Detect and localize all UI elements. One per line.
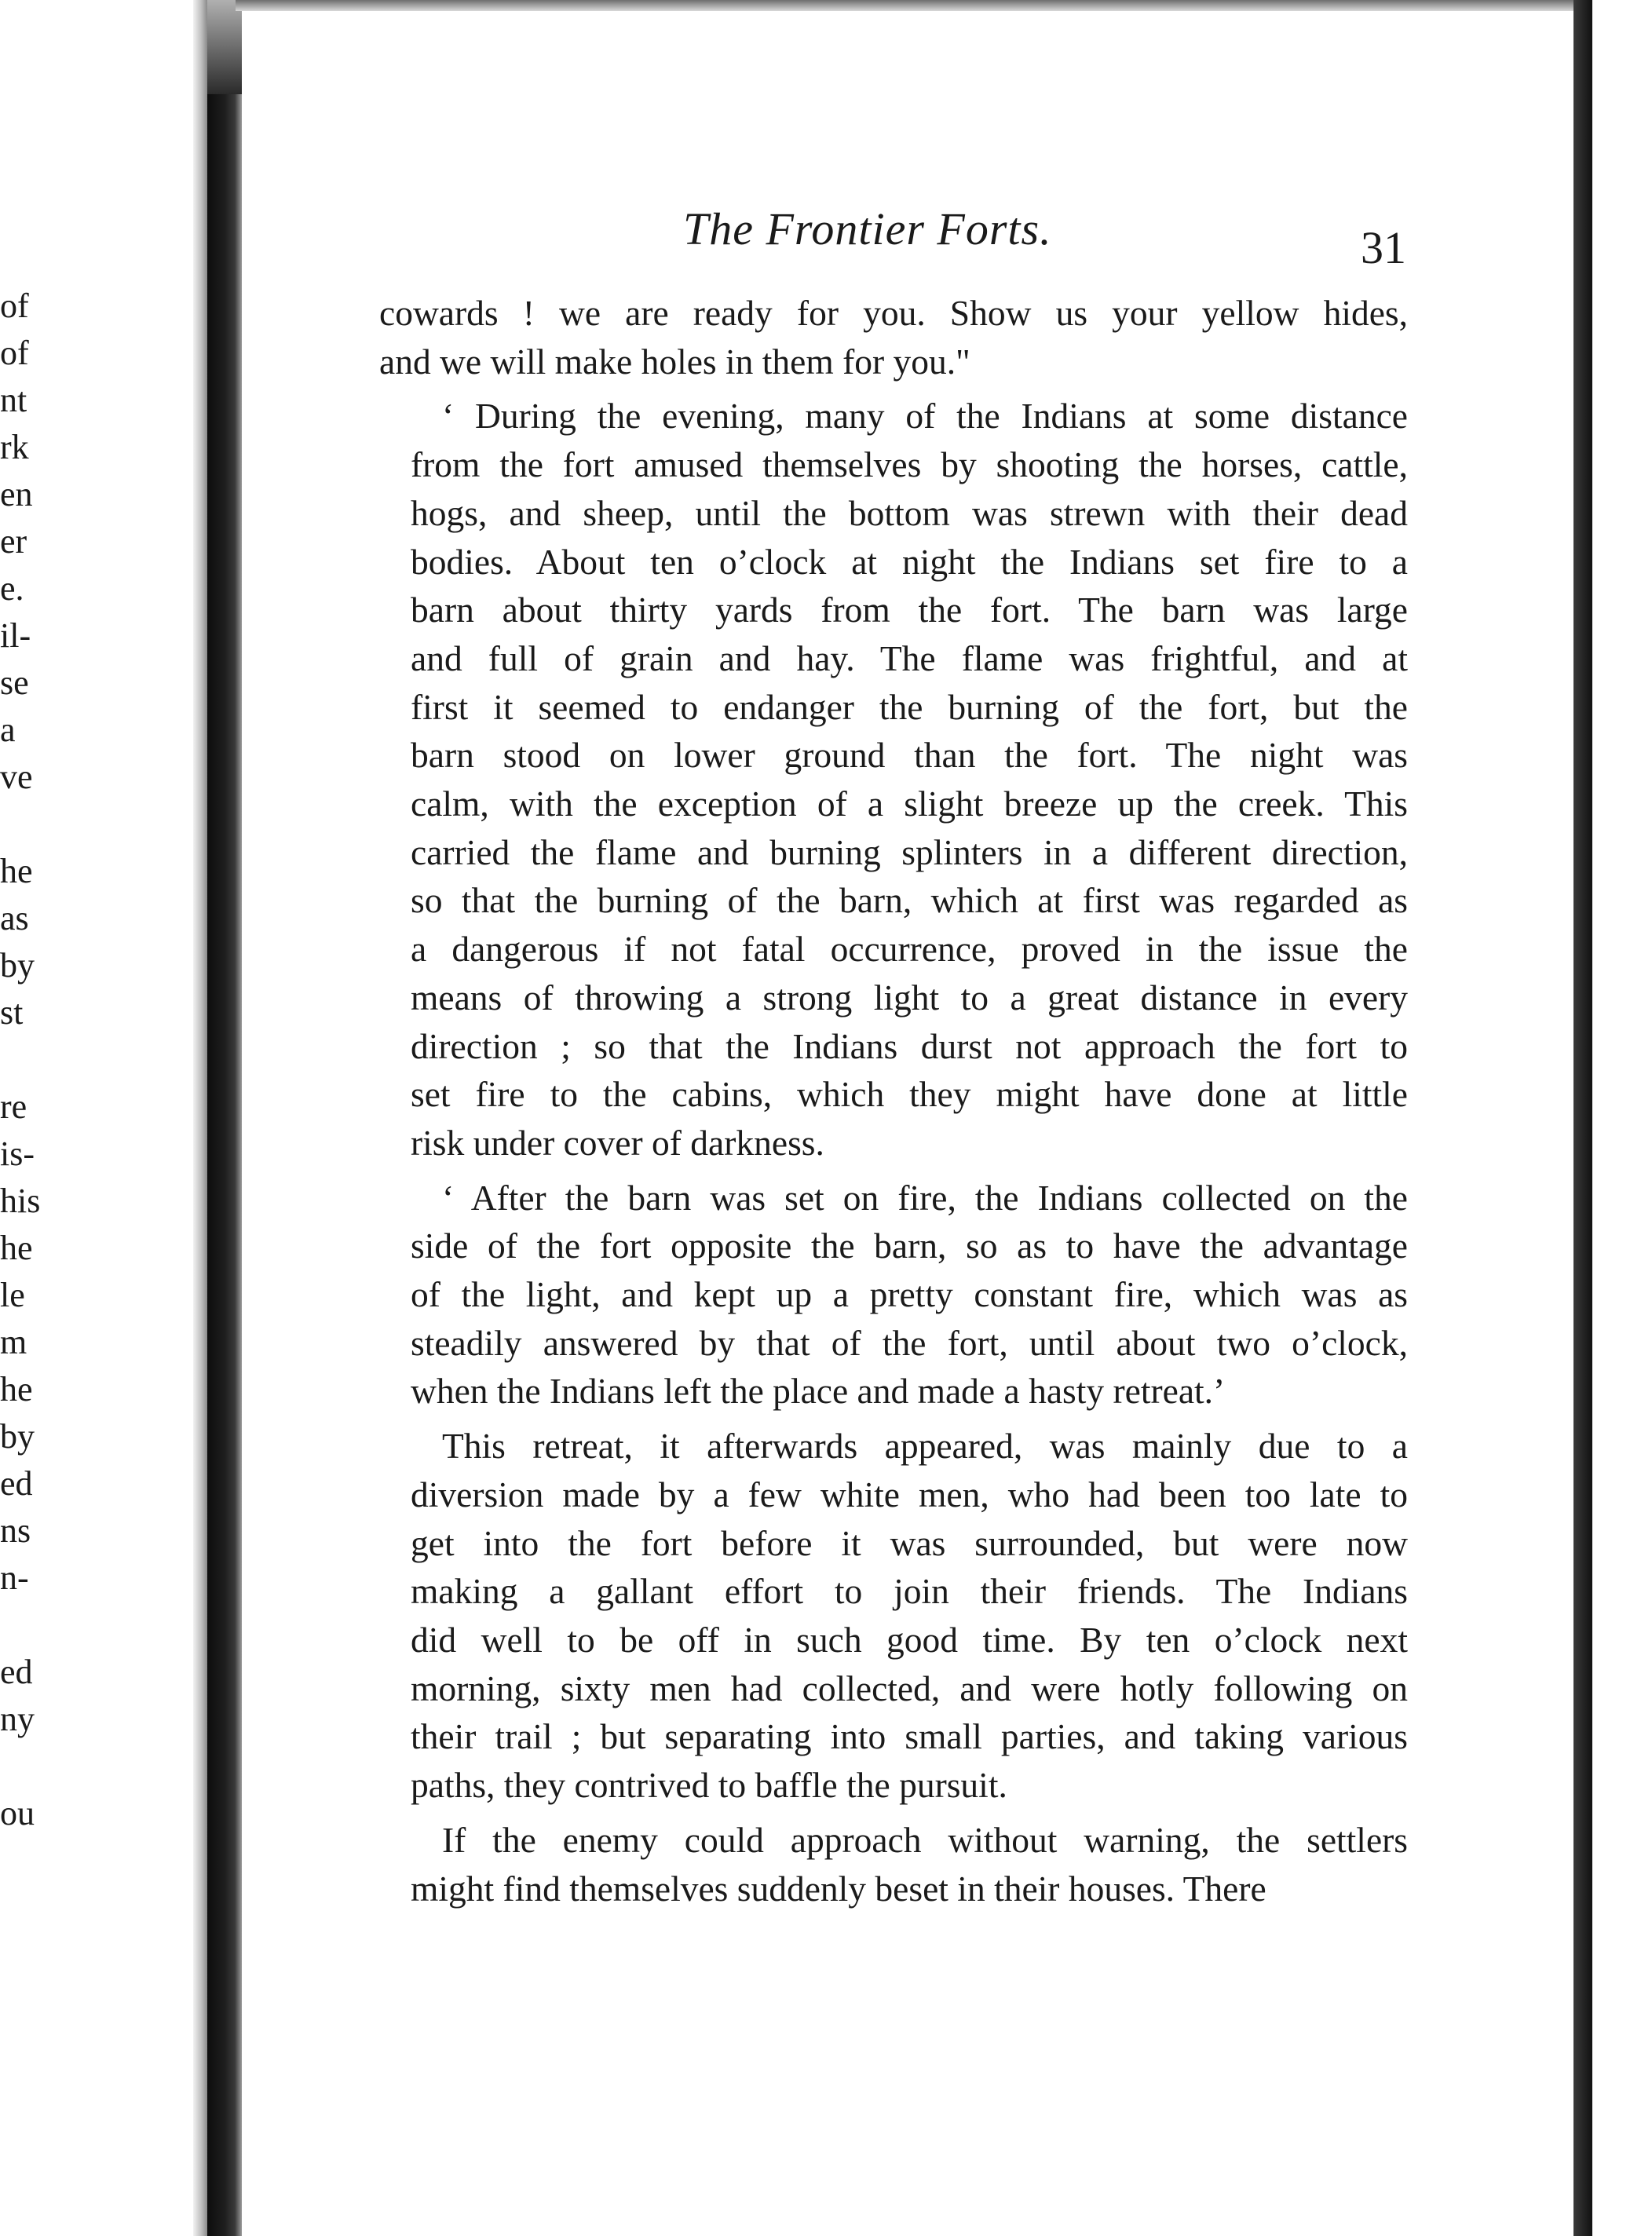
facing-page-fragment: he	[0, 852, 33, 890]
text-line: so that the burning of the barn, which at first was regarded as	[411, 880, 1408, 921]
text-line: direction ; so that the Indians durst not approach the fort to	[411, 1025, 1408, 1066]
text-line: calm, with the exception of a slight breeze up the creek. This	[411, 784, 1408, 824]
text-line: morning, sixty men had collected, and were hotly following on	[411, 1668, 1408, 1708]
facing-page-fragment: ns	[0, 1511, 31, 1550]
paragraph	[379, 1422, 1408, 1810]
text-line: when the Indians left the place and made a hasty retreat.’	[411, 1371, 1226, 1412]
facing-page-fragment: is-	[0, 1134, 35, 1173]
text-line: ‘ After the barn was set on fire, the Indians collected on the	[442, 1177, 1408, 1218]
text-line: from the fort amused themselves by shooting the horses, cattle,	[411, 444, 1408, 485]
page-right-edge	[1573, 0, 1592, 2236]
paragraph	[379, 1174, 1408, 1416]
text-line: This retreat, it afterwards appeared, was mainly due to a	[442, 1426, 1408, 1467]
text-line: might find themselves suddenly beset in their houses. There	[411, 1868, 1266, 1909]
facing-page-fragment: en	[0, 475, 33, 513]
facing-page-fragment: by	[0, 946, 35, 985]
facing-page-fragment: nt	[0, 381, 27, 419]
facing-page-fragment: of	[0, 334, 29, 372]
facing-page-gap	[0, 1036, 47, 1083]
facing-page-gap	[0, 1602, 47, 1649]
binding-gutter	[207, 94, 242, 2236]
facing-page-fragment: ou	[0, 1794, 35, 1832]
text-line: first it seemed to endanger the burning of the fort, but the	[411, 686, 1408, 727]
facing-page-fragment: e.	[0, 569, 24, 608]
text-line: risk under cover of darkness.	[411, 1122, 824, 1163]
text-line: barn stood on lower ground than the fort. The night was	[411, 735, 1408, 776]
text-line: of the light, and kept up a pretty constant fire, which was as	[411, 1274, 1408, 1315]
text-line: paths, they contrived to baffle the pursuit.	[411, 1765, 1007, 1806]
facing-page-fragment: st	[0, 993, 24, 1032]
body-text	[379, 289, 1408, 1919]
binding-gutter-top	[207, 0, 242, 94]
facing-page-fragment: a	[0, 711, 16, 749]
facing-page-fragment: he	[0, 1370, 33, 1408]
facing-page-gap	[0, 801, 47, 848]
text-line: steadily answered by that of the fort, until about two o’clock,	[411, 1322, 1408, 1363]
text-line: cowards ! we are ready for you. Show us your yellow hides,	[379, 293, 1408, 333]
facing-page	[0, 0, 200, 2236]
text-line: carried the flame and burning splinters in a different direction,	[411, 831, 1408, 872]
paragraph	[379, 289, 1408, 385]
text-line: making a gallant effort to join their friends. The Indians	[411, 1571, 1408, 1612]
paragraph	[379, 1816, 1408, 1913]
facing-page-fragment: he	[0, 1229, 33, 1267]
text-line: barn about thirty yards from the fort. The barn was large	[411, 590, 1408, 630]
text-line: set fire to the cabins, which they might have done at little	[411, 1074, 1408, 1115]
text-line: If the enemy could approach without warning, the settlers	[442, 1819, 1408, 1860]
facing-page-gap	[0, 1743, 47, 1790]
page-top-edge	[236, 0, 1573, 11]
background-margin	[1592, 0, 1652, 2236]
text-line: and we will make holes in them for you."	[379, 341, 970, 382]
facing-page-fragment: se	[0, 663, 29, 702]
facing-page-fragment: le	[0, 1276, 25, 1314]
facing-page-fragment: m	[0, 1323, 27, 1361]
facing-page-fragment: rk	[0, 428, 29, 466]
facing-page-fragment: er	[0, 522, 27, 561]
paragraph	[379, 392, 1408, 1167]
facing-page-fragment: il-	[0, 616, 31, 655]
text-line: ‘ During the evening, many of the Indians at some distance	[442, 396, 1408, 437]
facing-page-fragment: re	[0, 1087, 27, 1126]
text-line: side of the fort opposite the barn, so as to have the advantage	[411, 1226, 1408, 1266]
page-number: 31	[1361, 222, 1406, 273]
text-line: a dangerous if not fatal occurrence, proved in the issue the	[411, 929, 1408, 970]
facing-page-edge	[193, 0, 207, 2236]
text-line: bodies. About ten o’clock at night the Indians set fire to a	[411, 541, 1408, 582]
text-line: means of throwing a strong light to a great distance in every	[411, 977, 1408, 1018]
facing-page-fragment: of	[0, 287, 29, 325]
facing-page-fragment: n-	[0, 1558, 29, 1597]
facing-page-text-fragments	[0, 283, 47, 1837]
text-line: get into the fort before it was surrounded, but were now	[411, 1522, 1408, 1563]
facing-page-fragment: ed	[0, 1464, 33, 1503]
facing-page-fragment: ny	[0, 1700, 35, 1738]
text-line: did well to be off in such good time. By ten o’clock next	[411, 1619, 1408, 1660]
text-line: hogs, and sheep, until the bottom was strewn with their dead	[411, 492, 1408, 533]
facing-page-fragment: by	[0, 1417, 35, 1456]
facing-page-fragment: his	[0, 1182, 41, 1220]
facing-page-fragment: ve	[0, 758, 33, 796]
text-line: and full of grain and hay. The flame was frightful, and at	[411, 638, 1408, 678]
text-line: their trail ; but separating into small parties, and taking various	[411, 1716, 1408, 1757]
running-title: The Frontier Forts.	[683, 203, 1052, 254]
text-line: diversion made by a few white men, who had been too late to	[411, 1474, 1408, 1514]
facing-page-fragment: as	[0, 899, 29, 937]
facing-page-fragment: ed	[0, 1653, 33, 1691]
